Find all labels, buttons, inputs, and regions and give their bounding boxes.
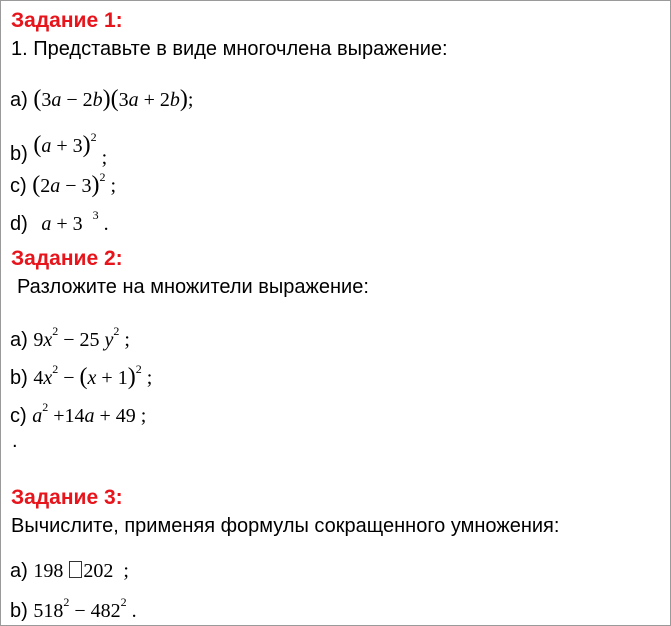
task1-item-d bbox=[10, 208, 109, 236]
task1-item-c-label: c) bbox=[10, 175, 27, 197]
task1-item-a-label: a) bbox=[10, 89, 28, 111]
task2-item-b bbox=[10, 362, 152, 391]
task3-item-b-expr: $518^2 - 482^2$ . bbox=[33, 595, 137, 622]
task1-item-b-expr: $(a + 3)^2$ ; bbox=[33, 130, 108, 169]
task1-title: Задание 1: bbox=[11, 9, 123, 32]
task2-item-b-label: b) bbox=[10, 367, 28, 389]
task2-title: Задание 2: bbox=[11, 247, 123, 270]
task2-item-a-label: a) bbox=[10, 329, 28, 351]
task3-item-b bbox=[10, 595, 137, 623]
task3-title: Задание 3: bbox=[11, 486, 123, 509]
task3-item-b-label: b) bbox=[10, 600, 28, 622]
task2-item-a bbox=[10, 324, 130, 352]
task1-item-a-expr: (3a − 2b)(3a + 2b); bbox=[33, 86, 194, 112]
task1-item-d-expr: a + 3 $^3$ . bbox=[41, 208, 109, 235]
task1-item-c-expr: $(2a - 3)^2$ ; bbox=[32, 170, 117, 198]
missing-glyph-box bbox=[69, 561, 82, 578]
task2-item-b-expr: $4x^2 - (x + 1)^2$ ; bbox=[33, 362, 153, 390]
task1-item-c bbox=[10, 170, 116, 199]
task2-item-c-expr: $a^2 +14a + 49$ ; bbox=[32, 400, 147, 427]
task3-item-a-label: a) bbox=[10, 560, 28, 582]
task2-item-c bbox=[10, 400, 146, 428]
task1-item-b bbox=[10, 130, 108, 169]
task3-item-a bbox=[10, 560, 129, 583]
task1-instruction: 1. Представьте в виде многочлена выражение: bbox=[11, 38, 448, 60]
stray-dot: . bbox=[12, 430, 18, 452]
task2-item-a-expr: $9x^2 - 25$ $y^2$ ; bbox=[33, 324, 130, 351]
task1-item-b-label: b) bbox=[10, 143, 28, 165]
task1-item-d-label: d) bbox=[10, 213, 28, 235]
task3-item-a-expr: 198 202 ; bbox=[33, 560, 129, 582]
task1-item-a bbox=[10, 86, 193, 113]
task2-instruction: Разложите на множители выражение: bbox=[17, 276, 369, 298]
task3-instruction: Вычислите, применяя формулы сокращенного умножения: bbox=[11, 515, 560, 537]
task2-item-c-label: c) bbox=[10, 405, 27, 427]
